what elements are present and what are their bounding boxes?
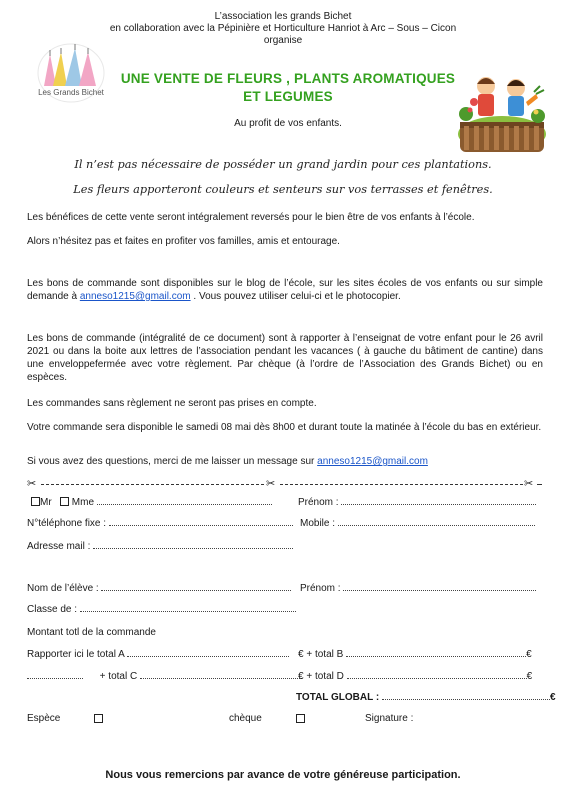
prenom-input-line[interactable] <box>341 503 536 505</box>
cut-line <box>27 478 542 490</box>
total-b-input-line[interactable] <box>346 655 526 657</box>
total-d-input-line[interactable] <box>347 677 527 679</box>
total-c-row: + total C <box>27 671 302 683</box>
total-b-row: € + total B € <box>298 649 532 660</box>
header-line-2: en collaboration avec la Pépinière et Horticulture Hanriot à Arc – Sous – Cicon <box>109 23 457 34</box>
student-prenom-row: Prénom : <box>300 583 536 595</box>
mobile-row: Mobile : <box>300 518 535 530</box>
signature-label: Signature : <box>365 713 414 724</box>
script-line-1: Il n’est pas nécessaire de posséder un grand jardin pour ces plantations. <box>74 158 492 171</box>
prenom-row: Prénom : <box>298 497 536 509</box>
script-line-2: Les fleurs apporteront couleurs et senteurs sur vos terrasses et fenêtres. <box>73 183 493 196</box>
email-row: Adresse mail : <box>27 541 293 553</box>
class-row: Classe de : <box>27 604 296 616</box>
garden-illustration <box>456 64 548 160</box>
student-name-input-line[interactable] <box>101 589 291 591</box>
class-input-line[interactable] <box>80 610 296 612</box>
telephone-row: N°téléphone fixe : <box>27 518 293 530</box>
association-logo <box>36 42 106 104</box>
email-input-line[interactable] <box>93 547 293 549</box>
total-a-input-line[interactable] <box>127 655 289 657</box>
payment-cheque-label: chèque <box>229 713 262 724</box>
paragraph-order-forms: Les bons de commande sont disponibles sur le blog de l’école, sur les sites écoles de vos enfants ou sur simple demande à anneso1215@gmail.com . Vous pouvez utiliser celui-ci et le photocopier. <box>27 278 543 302</box>
email-link-2[interactable]: anneso1215@gmail.com <box>317 456 428 467</box>
paragraph-no-payment: Les commandes sans règlement ne seront pas prises en compte. <box>27 398 317 409</box>
paragraph-benefits: Les bénéfices de cette vente seront intégralement reversés pour le bien être de vos enfants à l’école. <box>27 212 475 223</box>
total-d-row: € + total D € <box>298 671 533 682</box>
total-a-row: Rapporter ici le total A <box>27 649 289 661</box>
paragraph-questions: Si vous avez des questions, merci de me laisser un message sur anneso1215@gmail.com <box>27 456 428 467</box>
mobile-input-line[interactable] <box>338 524 535 526</box>
total-global-input-line[interactable] <box>382 698 550 700</box>
children-gardening-icon <box>456 64 548 160</box>
logo-text: Les Grands Bichet <box>38 88 104 97</box>
total-c-input-line[interactable] <box>140 677 302 679</box>
header-line-3: organise <box>263 35 303 46</box>
name-input-line[interactable] <box>97 503 272 505</box>
scissors-icon: ✂ <box>27 478 37 490</box>
payment-espece-label: Espèce <box>27 713 61 724</box>
scissors-icon: ✂ <box>266 478 276 490</box>
cheque-checkbox[interactable] <box>296 714 305 723</box>
student-name-row: Nom de l’élève : <box>27 583 291 595</box>
header-line-1: L’association les grands Bichet <box>214 11 352 22</box>
telephone-input-line[interactable] <box>109 524 293 526</box>
total-global-row: TOTAL GLOBAL : € <box>296 692 556 703</box>
scissors-icon: ✂ <box>524 478 534 490</box>
espece-checkbox[interactable] <box>94 714 103 723</box>
title-line-1: UNE VENTE DE FLEURS , PLANTS AROMATIQUES <box>120 71 456 86</box>
subtitle: Au profit de vos enfants. <box>234 118 342 129</box>
paragraph-pickup: Votre commande sera disponible le samedi 08 mai dès 8h00 et durant toute la matinée à l’école du bas en extérieur. <box>27 422 542 433</box>
email-link-1[interactable]: anneso1215@gmail.com <box>79 291 191 302</box>
title-line-2: ET LEGUMES <box>243 89 333 104</box>
civility-row: Mr Mme <box>31 497 272 509</box>
paragraph-share: Alors n’hésitez pas et faites en profiter vos familles, amis et entourage. <box>27 236 340 247</box>
mr-checkbox[interactable] <box>31 497 40 506</box>
order-total-heading: Montant totl de la commande <box>27 627 156 638</box>
paragraph-return-instructions: Les bons de commande (intégralité de ce document) sont à rapporter à l’enseignat de votre enfant pour le 26 avril 2021 ou dans la boite aux lettres de l’association pendant les vacances ( à gauche du bâtiment de cantine) dans une enveloppefermée avec votre règlement. Par chèque (à l’ordre de l’Association des Grands Bichet) ou en espèces. <box>27 333 543 383</box>
mme-checkbox[interactable] <box>60 497 69 506</box>
footer-thanks: Nous vous remercions par avance de votre généreuse participation. <box>105 769 461 781</box>
student-prenom-input-line[interactable] <box>343 589 536 591</box>
